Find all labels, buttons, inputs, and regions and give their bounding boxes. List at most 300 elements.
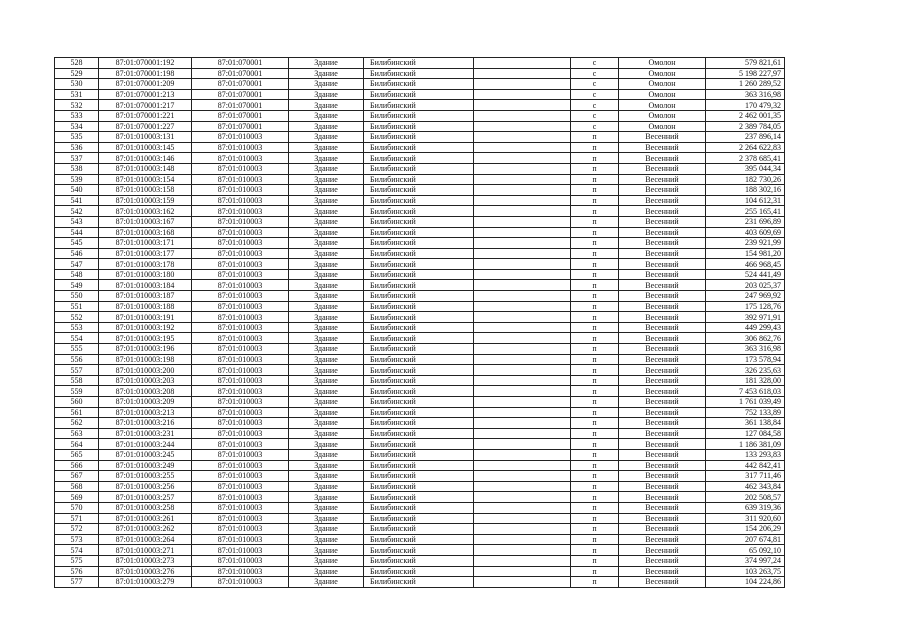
cell-quarter-number: 87:01:010003 <box>192 163 289 174</box>
cell-settlement-type: п <box>571 216 619 227</box>
cell-address-extra <box>474 291 571 302</box>
cell-settlement-name: Весенний <box>619 280 706 291</box>
cell-cadastral-number: 87:01:010003:271 <box>99 545 192 556</box>
cell-row-number: 554 <box>55 333 99 344</box>
cell-district: Билибинский <box>364 460 474 471</box>
cell-row-number: 570 <box>55 502 99 513</box>
table-row <box>55 428 785 439</box>
cell-cadastral-number: 87:01:070001:192 <box>99 58 192 69</box>
cell-address-extra <box>474 524 571 535</box>
cell-cadastral-number: 87:01:070001:227 <box>99 121 192 132</box>
cell-cadastral-value: 170 479,32 <box>706 100 785 111</box>
cell-settlement-name: Весенний <box>619 418 706 429</box>
cell-settlement-name: Весенний <box>619 407 706 418</box>
cell-row-number: 534 <box>55 121 99 132</box>
cell-district: Билибинский <box>364 79 474 90</box>
cell-settlement-type: п <box>571 566 619 577</box>
cell-row-number: 575 <box>55 555 99 566</box>
cell-quarter-number: 87:01:010003 <box>192 386 289 397</box>
cell-district: Билибинский <box>364 471 474 482</box>
table-row <box>55 322 785 333</box>
cell-district: Билибинский <box>364 100 474 111</box>
cell-district: Билибинский <box>364 555 474 566</box>
cell-quarter-number: 87:01:010003 <box>192 269 289 280</box>
cell-cadastral-value: 1 186 381,09 <box>706 439 785 450</box>
cell-cadastral-value: 639 319,36 <box>706 502 785 513</box>
cell-settlement-name: Омолон <box>619 121 706 132</box>
cell-settlement-name: Весенний <box>619 502 706 513</box>
cell-address-extra <box>474 185 571 196</box>
cell-settlement-type: с <box>571 100 619 111</box>
cell-settlement-type: п <box>571 132 619 143</box>
cell-quarter-number: 87:01:010003 <box>192 344 289 355</box>
cell-object-type: Здание <box>289 534 364 545</box>
cell-settlement-type: п <box>571 301 619 312</box>
cell-settlement-name: Весенний <box>619 375 706 386</box>
table-row <box>55 68 785 79</box>
cell-object-type: Здание <box>289 439 364 450</box>
cell-address-extra <box>474 153 571 164</box>
table-row <box>55 110 785 121</box>
cell-row-number: 529 <box>55 68 99 79</box>
cell-cadastral-number: 87:01:010003:208 <box>99 386 192 397</box>
cell-row-number: 541 <box>55 195 99 206</box>
cell-cadastral-value: 2 378 685,41 <box>706 153 785 164</box>
cell-settlement-type: с <box>571 121 619 132</box>
cell-object-type: Здание <box>289 397 364 408</box>
table-body <box>55 58 785 588</box>
cell-address-extra <box>474 534 571 545</box>
cell-object-type: Здание <box>289 89 364 100</box>
cell-address-extra <box>474 89 571 100</box>
cell-settlement-type: п <box>571 259 619 270</box>
cell-cadastral-number: 87:01:070001:213 <box>99 89 192 100</box>
cell-settlement-type: п <box>571 142 619 153</box>
cell-cadastral-number: 87:01:010003:198 <box>99 354 192 365</box>
cell-row-number: 533 <box>55 110 99 121</box>
cell-address-extra <box>474 333 571 344</box>
table-row <box>55 513 785 524</box>
cell-settlement-name: Весенний <box>619 386 706 397</box>
cell-object-type: Здание <box>289 502 364 513</box>
cell-district: Билибинский <box>364 513 474 524</box>
cell-quarter-number: 87:01:010003 <box>192 555 289 566</box>
cell-row-number: 574 <box>55 545 99 556</box>
cell-settlement-type: п <box>571 555 619 566</box>
cell-quarter-number: 87:01:010003 <box>192 312 289 323</box>
cell-quarter-number: 87:01:010003 <box>192 471 289 482</box>
cell-row-number: 577 <box>55 577 99 588</box>
cell-object-type: Здание <box>289 386 364 397</box>
cell-object-type: Здание <box>289 365 364 376</box>
cell-object-type: Здание <box>289 163 364 174</box>
cell-cadastral-number: 87:01:010003:191 <box>99 312 192 323</box>
cell-settlement-type: п <box>571 291 619 302</box>
table-row <box>55 238 785 249</box>
cell-cadastral-number: 87:01:010003:279 <box>99 577 192 588</box>
cell-quarter-number: 87:01:010003 <box>192 142 289 153</box>
cell-quarter-number: 87:01:010003 <box>192 354 289 365</box>
cell-object-type: Здание <box>289 259 364 270</box>
cell-settlement-name: Весенний <box>619 185 706 196</box>
cell-object-type: Здание <box>289 407 364 418</box>
cell-object-type: Здание <box>289 481 364 492</box>
cell-quarter-number: 87:01:010003 <box>192 418 289 429</box>
cell-object-type: Здание <box>289 555 364 566</box>
cell-settlement-type: п <box>571 492 619 503</box>
cell-quarter-number: 87:01:070001 <box>192 121 289 132</box>
cell-row-number: 550 <box>55 291 99 302</box>
cell-quarter-number: 87:01:010003 <box>192 227 289 238</box>
table-row <box>55 291 785 302</box>
cell-district: Билибинский <box>364 524 474 535</box>
cell-quarter-number: 87:01:010003 <box>192 259 289 270</box>
cell-district: Билибинский <box>364 110 474 121</box>
table-row <box>55 312 785 323</box>
cell-cadastral-number: 87:01:010003:262 <box>99 524 192 535</box>
table-row <box>55 163 785 174</box>
cell-row-number: 549 <box>55 280 99 291</box>
cell-object-type: Здание <box>289 269 364 280</box>
cell-district: Билибинский <box>364 174 474 185</box>
table-row <box>55 439 785 450</box>
cell-address-extra <box>474 471 571 482</box>
cell-settlement-type: п <box>571 248 619 259</box>
cell-settlement-name: Весенний <box>619 301 706 312</box>
cell-settlement-name: Весенний <box>619 259 706 270</box>
cell-row-number: 573 <box>55 534 99 545</box>
cell-row-number: 572 <box>55 524 99 535</box>
cell-district: Билибинский <box>364 534 474 545</box>
cell-object-type: Здание <box>289 301 364 312</box>
cell-row-number: 535 <box>55 132 99 143</box>
cell-quarter-number: 87:01:010003 <box>192 291 289 302</box>
cell-cadastral-value: 2 462 001,35 <box>706 110 785 121</box>
table-row <box>55 502 785 513</box>
cell-settlement-type: п <box>571 439 619 450</box>
cell-row-number: 559 <box>55 386 99 397</box>
cell-cadastral-value: 579 821,61 <box>706 58 785 69</box>
cell-settlement-type: п <box>571 545 619 556</box>
cell-row-number: 565 <box>55 449 99 460</box>
cell-address-extra <box>474 269 571 280</box>
table-row <box>55 449 785 460</box>
cell-cadastral-value: 173 578,94 <box>706 354 785 365</box>
cell-settlement-type: п <box>571 397 619 408</box>
cell-object-type: Здание <box>289 216 364 227</box>
table-row <box>55 301 785 312</box>
cell-cadastral-number: 87:01:010003:168 <box>99 227 192 238</box>
cell-row-number: 545 <box>55 238 99 249</box>
cell-object-type: Здание <box>289 174 364 185</box>
cell-cadastral-value: 395 044,34 <box>706 163 785 174</box>
cell-cadastral-value: 154 206,29 <box>706 524 785 535</box>
cell-address-extra <box>474 163 571 174</box>
cell-cadastral-number: 87:01:010003:187 <box>99 291 192 302</box>
cell-settlement-type: п <box>571 471 619 482</box>
cell-row-number: 552 <box>55 312 99 323</box>
table-row <box>55 142 785 153</box>
cell-address-extra <box>474 492 571 503</box>
cell-settlement-name: Весенний <box>619 577 706 588</box>
cell-object-type: Здание <box>289 100 364 111</box>
table-row <box>55 206 785 217</box>
cell-cadastral-value: 2 389 784,05 <box>706 121 785 132</box>
cell-settlement-type: с <box>571 58 619 69</box>
cell-quarter-number: 87:01:070001 <box>192 58 289 69</box>
cell-cadastral-number: 87:01:010003:249 <box>99 460 192 471</box>
table-row <box>55 333 785 344</box>
cell-row-number: 547 <box>55 259 99 270</box>
table-row <box>55 407 785 418</box>
cell-settlement-name: Весенний <box>619 449 706 460</box>
cell-cadastral-value: 188 302,16 <box>706 185 785 196</box>
cell-cadastral-value: 1 761 039,49 <box>706 397 785 408</box>
cell-quarter-number: 87:01:010003 <box>192 428 289 439</box>
cell-district: Билибинский <box>364 301 474 312</box>
cell-quarter-number: 87:01:010003 <box>192 407 289 418</box>
cell-object-type: Здание <box>289 132 364 143</box>
cell-settlement-type: п <box>571 534 619 545</box>
cell-district: Билибинский <box>364 269 474 280</box>
cell-cadastral-value: 449 299,43 <box>706 322 785 333</box>
cell-address-extra <box>474 301 571 312</box>
cell-object-type: Здание <box>289 58 364 69</box>
cell-object-type: Здание <box>289 185 364 196</box>
cell-row-number: 563 <box>55 428 99 439</box>
table-row <box>55 121 785 132</box>
cell-settlement-type: п <box>571 227 619 238</box>
cell-settlement-type: п <box>571 375 619 386</box>
cell-cadastral-value: 247 969,92 <box>706 291 785 302</box>
cell-settlement-name: Весенний <box>619 481 706 492</box>
cell-settlement-type: п <box>571 322 619 333</box>
cell-cadastral-value: 133 293,83 <box>706 449 785 460</box>
cell-quarter-number: 87:01:010003 <box>192 238 289 249</box>
table-row <box>55 58 785 69</box>
cell-settlement-type: п <box>571 174 619 185</box>
cell-district: Билибинский <box>364 397 474 408</box>
cell-row-number: 556 <box>55 354 99 365</box>
cell-cadastral-value: 374 997,24 <box>706 555 785 566</box>
cell-cadastral-value: 5 198 227,97 <box>706 68 785 79</box>
cell-settlement-name: Весенний <box>619 333 706 344</box>
cell-row-number: 555 <box>55 344 99 355</box>
cell-district: Билибинский <box>364 481 474 492</box>
table-row <box>55 566 785 577</box>
cell-settlement-name: Весенний <box>619 312 706 323</box>
cell-cadastral-value: 127 084,58 <box>706 428 785 439</box>
cell-district: Билибинский <box>364 492 474 503</box>
cell-cadastral-value: 207 674,81 <box>706 534 785 545</box>
cell-settlement-type: п <box>571 407 619 418</box>
cell-object-type: Здание <box>289 248 364 259</box>
cell-object-type: Здание <box>289 312 364 323</box>
cell-settlement-type: п <box>571 312 619 323</box>
cell-settlement-type: п <box>571 577 619 588</box>
cell-settlement-type: п <box>571 238 619 249</box>
cell-settlement-type: с <box>571 68 619 79</box>
cell-row-number: 532 <box>55 100 99 111</box>
cell-row-number: 548 <box>55 269 99 280</box>
cell-row-number: 539 <box>55 174 99 185</box>
cell-cadastral-value: 363 316,98 <box>706 89 785 100</box>
cell-object-type: Здание <box>289 418 364 429</box>
cell-district: Билибинский <box>364 428 474 439</box>
table-row <box>55 397 785 408</box>
cell-quarter-number: 87:01:070001 <box>192 110 289 121</box>
cell-settlement-name: Весенний <box>619 291 706 302</box>
cell-settlement-name: Весенний <box>619 524 706 535</box>
cell-settlement-name: Весенний <box>619 428 706 439</box>
cell-cadastral-number: 87:01:010003:145 <box>99 142 192 153</box>
cell-cadastral-value: 442 842,41 <box>706 460 785 471</box>
cell-district: Билибинский <box>364 206 474 217</box>
cell-cadastral-value: 203 025,37 <box>706 280 785 291</box>
table-row <box>55 344 785 355</box>
cell-district: Билибинский <box>364 142 474 153</box>
cell-settlement-name: Весенний <box>619 397 706 408</box>
cell-district: Билибинский <box>364 195 474 206</box>
cell-quarter-number: 87:01:010003 <box>192 449 289 460</box>
cell-quarter-number: 87:01:070001 <box>192 100 289 111</box>
cell-quarter-number: 87:01:070001 <box>192 89 289 100</box>
cell-district: Билибинский <box>364 344 474 355</box>
cell-quarter-number: 87:01:070001 <box>192 68 289 79</box>
cell-object-type: Здание <box>289 79 364 90</box>
table-row <box>55 100 785 111</box>
cell-cadastral-number: 87:01:010003:167 <box>99 216 192 227</box>
cell-settlement-name: Весенний <box>619 142 706 153</box>
cell-object-type: Здание <box>289 566 364 577</box>
cell-quarter-number: 87:01:010003 <box>192 502 289 513</box>
cell-cadastral-value: 65 092,10 <box>706 545 785 556</box>
cell-settlement-name: Весенний <box>619 216 706 227</box>
cell-cadastral-value: 392 971,91 <box>706 312 785 323</box>
cell-address-extra <box>474 428 571 439</box>
cell-address-extra <box>474 259 571 270</box>
cell-object-type: Здание <box>289 577 364 588</box>
cell-cadastral-number: 87:01:010003:184 <box>99 280 192 291</box>
cell-row-number: 536 <box>55 142 99 153</box>
cell-cadastral-number: 87:01:010003:245 <box>99 449 192 460</box>
table-row <box>55 79 785 90</box>
cell-address-extra <box>474 312 571 323</box>
cell-cadastral-number: 87:01:010003:264 <box>99 534 192 545</box>
cell-quarter-number: 87:01:010003 <box>192 206 289 217</box>
cell-district: Билибинский <box>364 375 474 386</box>
cell-settlement-name: Весенний <box>619 439 706 450</box>
cell-settlement-name: Весенний <box>619 132 706 143</box>
cell-cadastral-value: 175 128,76 <box>706 301 785 312</box>
cell-quarter-number: 87:01:010003 <box>192 545 289 556</box>
cell-settlement-name: Омолон <box>619 110 706 121</box>
cell-row-number: 562 <box>55 418 99 429</box>
table-row <box>55 153 785 164</box>
cell-cadastral-value: 239 921,99 <box>706 238 785 249</box>
cell-settlement-type: п <box>571 163 619 174</box>
cell-row-number: 542 <box>55 206 99 217</box>
cell-cadastral-value: 1 260 289,52 <box>706 79 785 90</box>
cell-cadastral-number: 87:01:010003:200 <box>99 365 192 376</box>
cell-address-extra <box>474 58 571 69</box>
cell-quarter-number: 87:01:010003 <box>192 397 289 408</box>
cell-district: Билибинский <box>364 132 474 143</box>
cell-row-number: 528 <box>55 58 99 69</box>
cell-address-extra <box>474 68 571 79</box>
cell-address-extra <box>474 439 571 450</box>
cell-cadastral-value: 104 224,86 <box>706 577 785 588</box>
cell-quarter-number: 87:01:010003 <box>192 365 289 376</box>
table-row <box>55 524 785 535</box>
cell-object-type: Здание <box>289 110 364 121</box>
cell-district: Билибинский <box>364 322 474 333</box>
cell-object-type: Здание <box>289 428 364 439</box>
cell-cadastral-number: 87:01:010003:203 <box>99 375 192 386</box>
table-row <box>55 471 785 482</box>
table-row <box>55 259 785 270</box>
table-row <box>55 89 785 100</box>
cell-quarter-number: 87:01:010003 <box>192 132 289 143</box>
table-row <box>55 365 785 376</box>
cell-address-extra <box>474 322 571 333</box>
cell-address-extra <box>474 79 571 90</box>
cell-settlement-type: п <box>571 269 619 280</box>
cell-row-number: 540 <box>55 185 99 196</box>
cell-district: Билибинский <box>364 248 474 259</box>
table-row <box>55 481 785 492</box>
cell-cadastral-number: 87:01:010003:276 <box>99 566 192 577</box>
cell-district: Билибинский <box>364 545 474 556</box>
cell-object-type: Здание <box>289 460 364 471</box>
cell-row-number: 571 <box>55 513 99 524</box>
cell-address-extra <box>474 555 571 566</box>
cell-settlement-name: Омолон <box>619 68 706 79</box>
table-row <box>55 577 785 588</box>
cell-quarter-number: 87:01:010003 <box>192 481 289 492</box>
cell-row-number: 538 <box>55 163 99 174</box>
cell-district: Билибинский <box>364 439 474 450</box>
cell-object-type: Здание <box>289 238 364 249</box>
cell-row-number: 557 <box>55 365 99 376</box>
cell-address-extra <box>474 397 571 408</box>
cell-quarter-number: 87:01:070001 <box>192 79 289 90</box>
cell-cadastral-number: 87:01:010003:196 <box>99 344 192 355</box>
cell-quarter-number: 87:01:010003 <box>192 174 289 185</box>
cell-settlement-type: п <box>571 502 619 513</box>
cell-row-number: 537 <box>55 153 99 164</box>
cell-settlement-type: п <box>571 333 619 344</box>
cell-settlement-type: п <box>571 513 619 524</box>
cell-district: Билибинский <box>364 68 474 79</box>
cell-settlement-type: п <box>571 280 619 291</box>
cell-cadastral-number: 87:01:010003:188 <box>99 301 192 312</box>
cell-cadastral-number: 87:01:010003:209 <box>99 397 192 408</box>
cell-settlement-type: п <box>571 418 619 429</box>
cell-cadastral-value: 154 981,20 <box>706 248 785 259</box>
cell-district: Билибинский <box>364 407 474 418</box>
cell-settlement-name: Весенний <box>619 344 706 355</box>
cell-object-type: Здание <box>289 513 364 524</box>
cell-district: Билибинский <box>364 153 474 164</box>
table-row <box>55 386 785 397</box>
cell-object-type: Здание <box>289 492 364 503</box>
table-row <box>55 545 785 556</box>
cell-address-extra <box>474 132 571 143</box>
table-row <box>55 375 785 386</box>
cell-row-number: 569 <box>55 492 99 503</box>
cell-row-number: 546 <box>55 248 99 259</box>
